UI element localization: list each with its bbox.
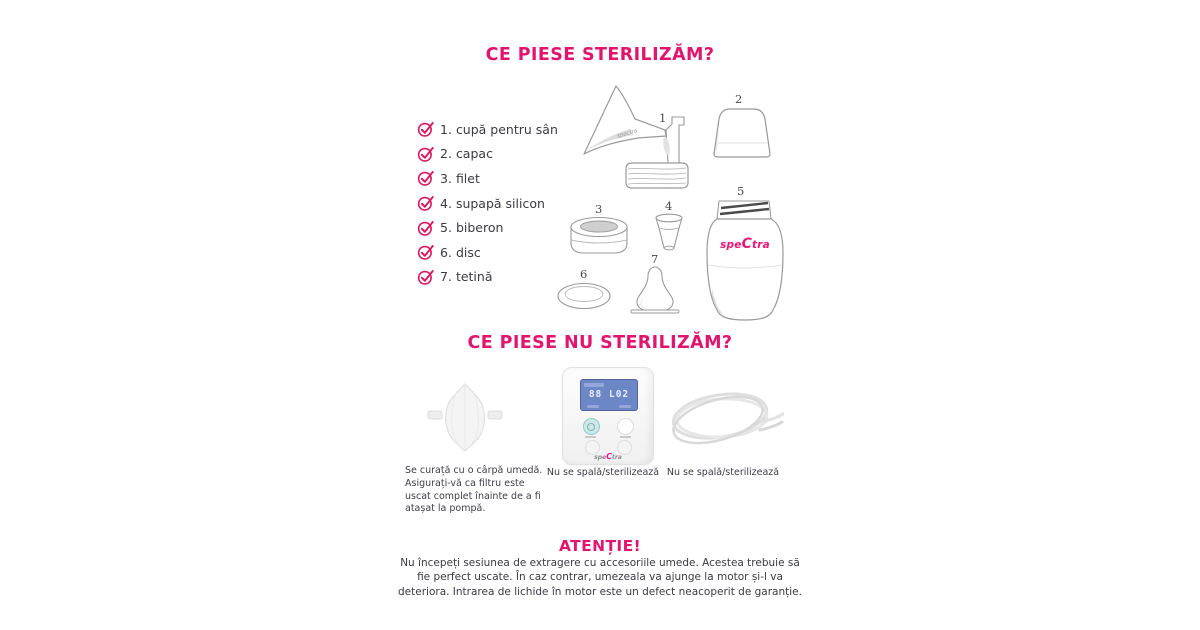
pump-power-button-icon <box>583 418 600 435</box>
diagram-number-2: 2 <box>735 92 743 106</box>
check-circle-icon <box>417 145 435 163</box>
checklist-item-number: 1. <box>440 121 452 137</box>
check-circle-icon <box>417 120 435 138</box>
warning-title: ATENȚIE! <box>558 537 642 555</box>
check-circle-icon <box>417 219 435 237</box>
checklist-item-number: 7. <box>440 269 452 285</box>
brand-text: spe <box>594 454 607 461</box>
tubing-illustration <box>666 384 784 452</box>
diagram-number-1: 1 <box>659 111 667 125</box>
checklist-item-number: 5. <box>440 220 452 236</box>
pump-caption: Nu se spală/sterilizează <box>546 467 660 478</box>
brand-text: C <box>606 452 612 461</box>
pump-motor-illustration <box>562 367 654 465</box>
checklist-item-label: cupă pentru sân <box>455 121 558 137</box>
diagram-number-3: 3 <box>595 202 603 216</box>
pump-lcd-screen <box>580 379 638 411</box>
checklist-item-5 <box>417 215 558 240</box>
warning-body: Nu începeți sesiunea de extragere cu accesoriile umede. Acestea trebuie să fie perfect uscate. În caz contrar, umezeala va ajunge la motor și-l va deteriora. Intrarea de lichide în motor este un defect neacoperit de garanție. <box>398 557 802 598</box>
checklist-item-number: 4. <box>440 195 452 211</box>
breast-shield-illustration <box>576 84 692 190</box>
brand-text: tra <box>611 454 622 461</box>
teat-illustration <box>629 265 681 315</box>
checklist-item-6 <box>417 240 558 265</box>
backflow-filter-illustration <box>426 380 504 454</box>
checklist-item-label: filet <box>455 170 480 186</box>
lcd-readout: 88 L02 <box>588 389 630 400</box>
disc-illustration <box>556 281 612 311</box>
sterilize-checklist <box>417 117 558 289</box>
brand-text: tra <box>752 239 770 251</box>
checklist-item-3 <box>417 166 558 191</box>
no-sterilize-title: CE PIESE NU STERILIZĂM? <box>467 333 733 353</box>
diagram-number-4: 4 <box>665 199 673 213</box>
pump-brand-label <box>563 452 653 461</box>
checklist-item-number: 6. <box>440 244 452 260</box>
pump-mode-button-icon <box>617 418 634 435</box>
pump-button-labels <box>563 436 653 438</box>
brand-text: C <box>741 236 753 252</box>
checklist-item-1 <box>417 117 558 142</box>
checklist-item-number: 3. <box>440 170 452 186</box>
check-circle-icon <box>417 194 435 212</box>
checklist-item-label: biberon <box>455 220 504 236</box>
checklist-item-2 <box>417 142 558 167</box>
lcd-status-bar <box>584 383 604 387</box>
bottle-brand-label <box>704 236 786 252</box>
thread-ring-illustration <box>569 216 629 254</box>
cap-illustration <box>711 106 773 158</box>
diagram-number-7: 7 <box>651 252 659 266</box>
checklist-item-4 <box>417 191 558 216</box>
checklist-item-7 <box>417 265 558 290</box>
checklist-item-label: tetină <box>455 269 493 285</box>
tubing-caption: Nu se spală/sterilizează <box>666 467 780 478</box>
lcd-indicators <box>581 405 637 408</box>
checklist-item-number: 2. <box>440 146 452 162</box>
silicone-valve-illustration <box>654 213 684 251</box>
checklist-item-label: capac <box>455 146 493 162</box>
bottle-illustration <box>704 198 786 322</box>
check-circle-icon <box>417 243 435 261</box>
brand-text: spe <box>720 239 742 251</box>
filter-caption: Se curață cu o cârpă umedă. Asigurați-vă ca filtru este uscat complet înainte de a fi atașat la pompă. <box>405 465 543 515</box>
shield-brand-label: spectra <box>616 128 638 140</box>
checklist-item-label: disc <box>455 244 481 260</box>
diagram-number-6: 6 <box>580 267 588 281</box>
diagram-number-5: 5 <box>737 184 745 198</box>
check-circle-icon <box>417 169 435 187</box>
checklist-item-label: supapă silicon <box>455 195 545 211</box>
check-circle-icon <box>417 268 435 286</box>
sterilize-title: CE PIESE STERILIZĂM? <box>485 45 715 65</box>
